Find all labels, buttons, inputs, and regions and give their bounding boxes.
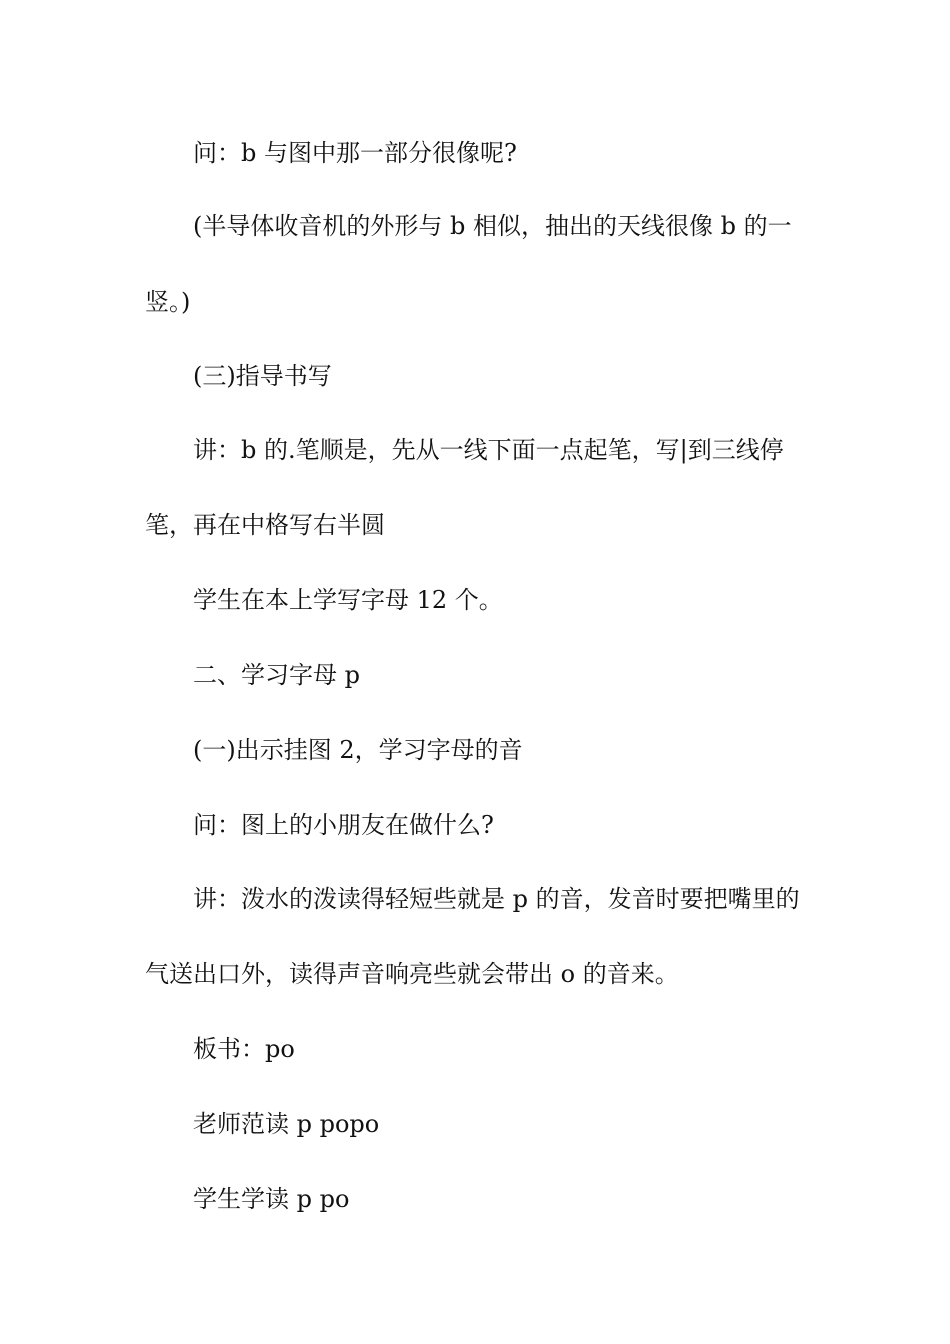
student-reading: 学生学读 p po bbox=[193, 1185, 350, 1213]
section-heading-show-picture: (一)出示挂图 2，学习字母的音 bbox=[193, 736, 523, 764]
paragraph-p-pronunciation: 讲：泼水的泼读得轻短些就是 p 的音，发音时要把嘴里的 bbox=[193, 885, 800, 913]
teacher-model-reading: 老师范读 p popo bbox=[193, 1110, 380, 1138]
paragraph-stroke-order: 讲：b 的.笔顺是，先从一线下面一点起笔，写|到三线停 bbox=[193, 436, 784, 464]
paragraph-p-pronunciation-continued: 气送出口外，读得声音响亮些就会带出 o 的音来。 bbox=[145, 960, 679, 988]
paragraph-question-picture: 问：图上的小朋友在做什么? bbox=[193, 811, 494, 839]
section-heading-writing-guide: (三)指导书写 bbox=[193, 362, 332, 390]
paragraph-radio-explanation: (半导体收音机的外形与 b 相似，抽出的天线很像 b 的一 bbox=[193, 212, 792, 240]
paragraph-radio-explanation-continued: 竖。) bbox=[145, 288, 191, 316]
paragraph-student-practice: 学生在本上学写字母 12 个。 bbox=[193, 586, 503, 614]
section-heading-letter-p: 二、学习字母 p bbox=[193, 661, 360, 689]
blackboard-writing: 板书：po bbox=[193, 1035, 295, 1063]
paragraph-stroke-order-continued: 笔，再在中格写右半圆 bbox=[145, 511, 385, 539]
paragraph-question-b: 问：b 与图中那一部分很像呢? bbox=[193, 139, 517, 167]
